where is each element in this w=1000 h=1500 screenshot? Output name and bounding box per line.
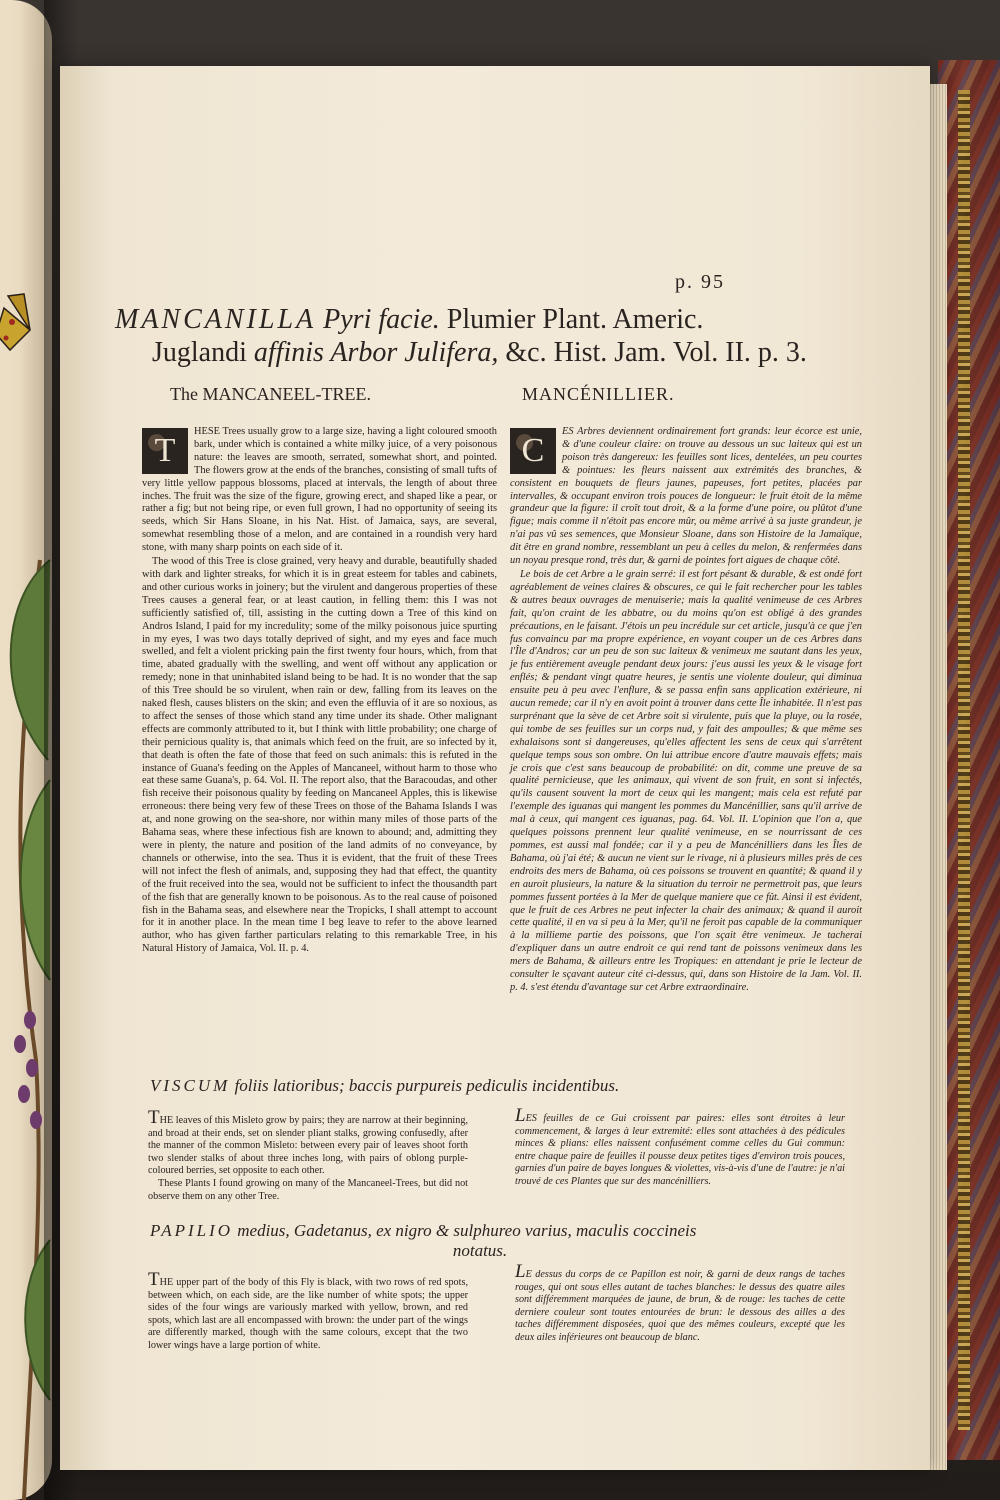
- paragraph: [148, 1107, 468, 1178]
- paragraph: The wood of this Tree is close grained, very heavy and durable, beautifully shaded with dark and lighter streaks, for which it is in great esteem for tables and cabinets, and other curious works in joinery; but the virulent and dangerous properties of these Trees causes a general fear, or at least caution, in felling them: this I was not sufficiently satisfied of, till, assisting in the cutting down a Tree of this kind on Andros Island, I paid for my incredulity; some of the milky poisonous juice spurting in my eyes, I was two days totally deprived of sight, and my eyes and face much swelled, and felt a violent pricking pain the first twenty four hours, which, from that time, abated gradually with the swelling, and went off without any application or remedy; none in that uninhabited island being to be had. It is no wonder that the sap of this Tree should be so virulent, when rain or dew, falling from its leaves on the naked flesh, causes blisters on the skin; and even the effluvia of it are so noxious, as to affect the senses of those which stand any time under its shade. Other malignant effects are commonly attributed to it, but I think with little probability; one charge of their pernicious quality is, that animals which feed on the fruit, are so infected by it, that death is often the fate of those that feed on such animals: this is refuted in the instance of Guana's feeding on the Apples of Mancaneel, without harm to those who eat these same Guana's, p. 64. Vol. II. The report also, that the Baracoudas, and other fish receive their poisonous quality by feeding on Mancaneel Apples, this is likewise erroneous: there being very few of these Trees on those of the Bahama Islands I was at, and none growing on the sea-shore, nor within many miles of those parts of the Bahama seas, where these infectious fish are known to abound; and, admitting they were in plenty, the nature and position of the land admits of no conveyance, by channels or otherwise, into the sea. Thus it is evident, that the fruit of these Trees will not infect the flesh of animals, and, supposing they had that effect, the quantity of the fruit received into the sea, would not be sufficient to infect the thousandth part of the fish that are generally known to be poisonous. As to the real cause of poisoned fish in the Bahama seas, and elsewhere near the Tropicks, I shall attempt to account for it in another place. In the mean time I beg leave to refer to the above learned author, who has given farther particulars relating to this remarkable Tree, in his Natural History of Jamaica, Vol. II. p. 4.: [142, 556, 497, 955]
- heading-english: The MANCANEEL-TREE.: [170, 384, 371, 404]
- papilio-title: [150, 1221, 810, 1261]
- viscum-genus: VISCUM: [150, 1076, 231, 1095]
- viscum-english: [148, 1107, 468, 1203]
- text-page: [60, 66, 930, 1470]
- drop-cap: T: [142, 428, 188, 474]
- paragraph: [142, 426, 497, 555]
- paragraph: [515, 1105, 845, 1189]
- paragraph-text: E dessus du corps de ce Papillon est noir, & garni de deux rangs de taches rouges, qui ont sous elles autant de taches blanches: le dessus des quatre ailes sont différemment marquées de jaune, de brun, & de rouge: les taches de cette derniere couleur sont toutes entourées de brun: le dessous des ailles a des taches différemment disposées, quoi que des mêmes couleurs, excepté que les deux ailes inférieures ont beaucoup de blanc.: [515, 1269, 845, 1343]
- title-line-2-ref: &c. Hist. Jam. Vol. II. p. 3.: [505, 337, 807, 368]
- title-line-2-b: affinis Arbor Julifera,: [253, 337, 499, 368]
- paragraph-text: ES feuilles de ce Gui croissent par paires: elles sont étroites à leur commencement, & larges à leur extremité: elles sont attachées à des pédicules minces & plians: elles naissent confusément comme celles du Gui commun: entre chaque paire de feuilles il pousse deux petites tiges d'environ trois pouces, garnies d'un paire de bayes longues & violettes, vis-à-vis d'une de l'autre: je n'ai trouvé de ces Plantes que sur des mancénilliers.: [515, 1113, 845, 1187]
- viscum-title: [150, 1076, 810, 1096]
- paragraph-text: HESE Trees usually grow to a large size, having a light coloured smooth bark, under which is contained a white milky juice, of a very poisonous nature: the leaves are smooth, serrated, somewhat short, and pointed. The flowers grow at the ends of the branches, consisting of small tufts of very little yellow pappous blossoms, placed at intervals, the length of about three inches. The fruit was the size of the figure, growing erect, and shaped like a pear, or rather a fig; but not being ripe, or even full grown, I had no opportunity of seeing its seeds, which Sir Hans Sloane, in his Nat. Hist. of Jamaica, says, are several, somewhat resembling those of a melon, and are contained in a roundish very hard stone, with many sharp points on each side of it.: [142, 426, 497, 554]
- title-line-1: [115, 303, 805, 337]
- paragraph: Le bois de cet Arbre a le grain serré: il est fort pésant & durable, & est ondé fort agréablement de veines claires & obscures, ce qui le fait rechercher pour les tables & autres beaux ouvrages de menuiserie; mais la qualité venimeuse de ces Arbres fait, qu'on craint de les abbatre, ou du moins qu'on est obligé à des grandes précautions, en le faisant. J'étois un peu incrédule sur cet article, jusqu'à ce que j'en fus convaincu par ma propre expérience, en voyant couper un de ces Arbres dans l'Île d'Andros; car un peu de son suc laiteux & venimeux me sautant dans les yeux, je fus entièrement aveugle pendant deux jours: j'eus aussi les yeux & le visage fort enflés; & pendant vingt quatre heures, je sentis une violente douleur, qui diminua ensuite peu à peu avec l'enflure, & se passa enfin sans application extérieure, ni aucun remede; car il n'y en avoit point à trouver dans cette Île inhabitée. Il n'est pas surprénant que la sève de cet Arbre soit si virulente, puis que la pluye, ou la rosée, qui tombe de ses feuilles sur un corps nud, y fait des ampoulles; & que même ses exhalaisons sont si dangereuses, qu'elles affectent les sens de ceux qui s'arrêtent quelque temps sous son ombre. On lui attribue encore d'autre mauvais effets; mais je crois que c'est sans beaucoup de probabilité: on dit, comme une preuve de sa qualité pernicieuse, que les animaux, qui vivent de son fruit, en sont si infectés, qu'ils causent souvent la mort de ceux qui les mangent; mais cela est refuté par l'exemple des iguanas qui mangent les pommes du Mancénillier, sans qu'il arrive de mal à ceux, qui mangent ces iguanas, pag. 64. Vol. II. L'opinion que l'on a, que quelques poissons prennent leur qualité venimeuse, en se nourrissant de ces pommes, est aussi mal fondée; car il y a peu de Mancénilliers dans les Îles de Bahama, où j'ai été; & aucun ne vient sur le rivage, ni à plusieurs milles près de ces endroits des mers de Bahama, où ces poissons se trouvent en quantité; & quand il y en auroit plusieurs, la nature & la situation du terroir ne permettroit pas, que leurs pommes fussent portées à la Mer de quelque maniere que ce fût. Ainsi il est évident, que le fruit de ces Arbres ne peut infecter la chair des animaux; & quand il auroit cette qualité, il en va si peu à la Mer, qu'il ne feroit pas capable de la communiquer à la millieme partie des poissons, que l'on sçait être venimeux. Je tacherai d'expliquer dans un autre endroit ce qui rend tant de poissons venimeux dans les mers de Bahama, & ailleurs entre les Tropiques: en attendant je prie le lecteur de consulter le sçavant auteur cité ci-dessus, qui, dans son Histoire de la Jam. Vol. II. p. 4. s'est étendu d'avantage sur cet Arbre extraordinaire.: [510, 568, 862, 993]
- papilio-description-cont: notatus.: [452, 1241, 508, 1260]
- papilio-genus: PAPILIO: [150, 1221, 234, 1240]
- title-line-2-a: Juglandi: [152, 337, 247, 368]
- viscum-description: foliis latioribus; baccis purpureis pediculis incidentibus.: [234, 1076, 620, 1095]
- page-number: p. 95: [675, 271, 725, 293]
- mancaneel-french-column: [510, 426, 862, 996]
- heading-french: MANCÉNILLIER.: [522, 384, 675, 404]
- title-species: Pyri facie.: [323, 304, 440, 335]
- paragraph: [515, 1261, 845, 1345]
- title-genus: MANCANILLA: [115, 304, 317, 335]
- papilio-description: medius, Gadetanus, ex nigro & sulphureo varius, maculis coccineis: [237, 1221, 697, 1240]
- initial-letter: T: [148, 1107, 160, 1128]
- paragraph-text: HE upper part of the body of this Fly is black, with two rows of red spots, between which, on each side, are the like number of white spots; the upper sides of the four wings are variously marked with yellow, brown, and red spots, which last are all encompassed with brown: the under part of the wings are differently marked, though with the same colours, except that the two lower wings have a large portion of white.: [148, 1277, 468, 1351]
- papilio-english: [148, 1269, 468, 1353]
- butterfly-icon: [0, 294, 30, 350]
- initial-letter: L: [515, 1261, 526, 1282]
- title-line-2: [152, 336, 842, 370]
- paragraph: [148, 1269, 468, 1353]
- initial-letter: L: [515, 1105, 526, 1126]
- viscum-french: [515, 1105, 845, 1189]
- papilio-french: [515, 1261, 845, 1345]
- gilt-tooling: [958, 90, 970, 1430]
- mancaneel-english-column: [142, 426, 497, 957]
- paragraph-text: ES Arbres deviennent ordinairement fort grands: leur écorce est unie, & d'une couleur claire: on trouve au dessous un suc laiteux qui est un poison très dangereux: les feuilles sont lices, dentelées, un peu courtes & pointues: les fleurs naissent aux extrémités des branches, & consistent en bouquets de fleurs jaunes, papeuses, fort petites, placées par intervalles, & occupant environ trois pouces de longueur: le fruit étoit de la même grandeur que la figure: il croît tout droit, & a la forme d'une poire, ou plûtot d'une figue; mais comme il n'étoit pas encore mûr, ou même arrivé à sa juste grandeur, je n'ai pas vû ses semences, que Monsieur Sloane, dans son Histoire de la Jamaïque, dit être en grand nombre, ressemblant un peu à celles du melon, & renfermées dans un noyau presque rond, très dur, & garni de pointes fort aigues de chaque côté.: [510, 426, 862, 567]
- title-reference: Plumier Plant. Americ.: [446, 304, 704, 335]
- paragraph-text: HE leaves of this Misleto grow by pairs; they are narrow at their beginning, and broad at their ends, set on slender pliant stalks, growing confusedly, after the manner of the common Misleto: between every pair of leaves shoot forth two slender stalks of about three inches long, with pairs of oblong purple-coloured berries, set opposite to each other.: [148, 1115, 468, 1177]
- paragraph: These Plants I found growing on many of the Mancaneel-Trees, but did not observe them on any other Tree.: [148, 1177, 468, 1202]
- drop-cap: C: [510, 428, 556, 474]
- paragraph: [510, 426, 862, 568]
- initial-letter: T: [148, 1269, 160, 1290]
